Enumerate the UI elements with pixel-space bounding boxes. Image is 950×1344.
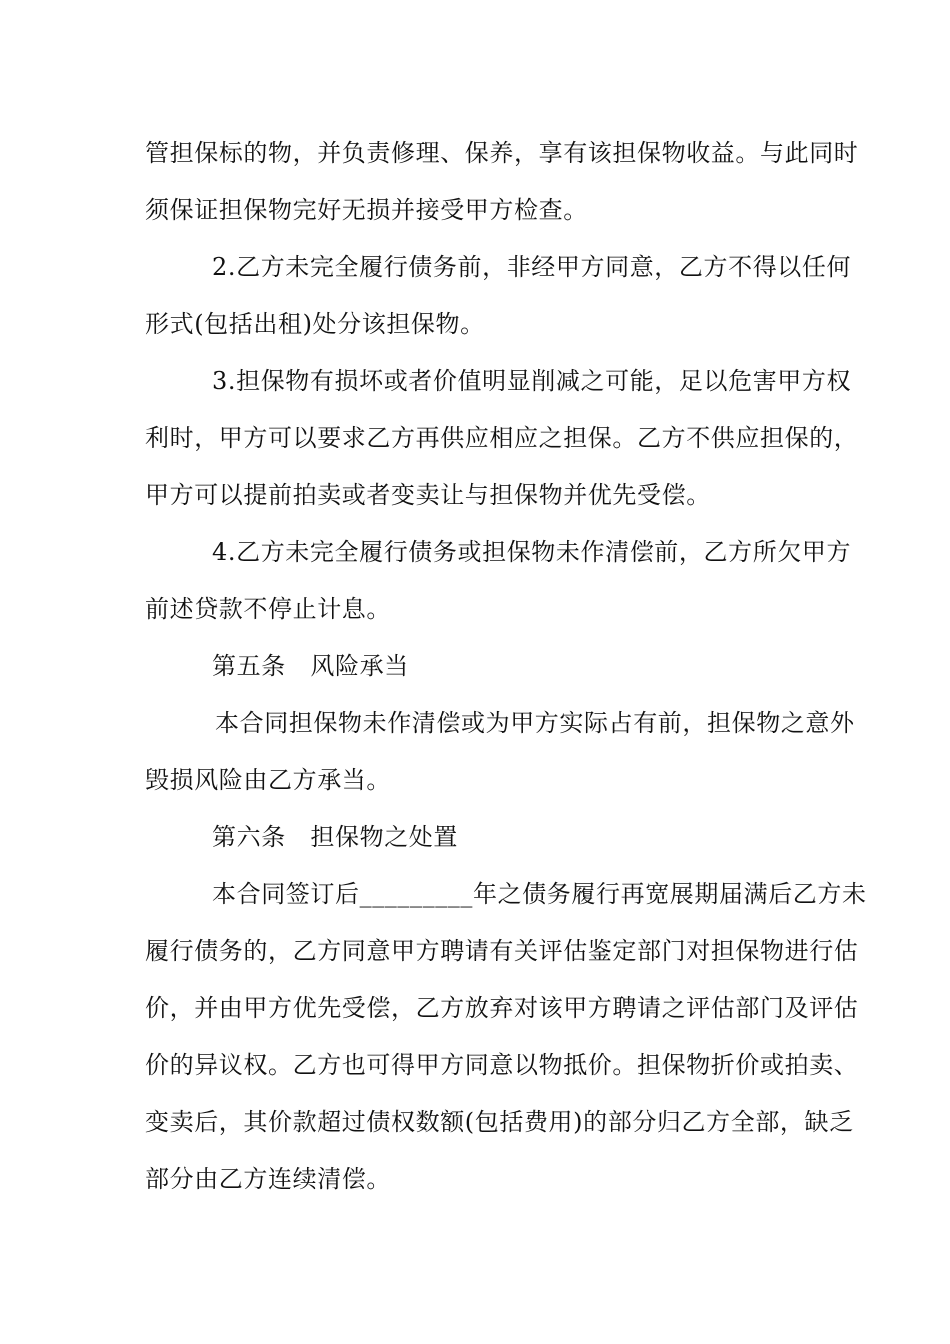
text-line: 形式(包括出租)处分该担保物。 — [145, 310, 485, 338]
text-line: 甲方可以提前拍卖或者变卖让与担保物并优先受偿。 — [145, 481, 711, 509]
text-line: 前述贷款不停止计息。 — [145, 595, 391, 623]
text-line: 变卖后，其价款超过债权数额(包括费用)的部分归乙方全部，缺乏 — [145, 1108, 854, 1136]
text-line: 本合同担保物未作清偿或为甲方实际占有前，担保物之意外 — [215, 709, 855, 737]
text-line: 履行债务的，乙方同意甲方聘请有关评估鉴定部门对担保物进行估 — [145, 937, 859, 965]
text-line: 管担保标的物，并负责修理、保养，享有该担保物收益。与此同时 — [145, 139, 859, 167]
text-line: 须保证担保物完好无损并接受甲方检查。 — [145, 196, 588, 224]
text-line: 毁损风险由乙方承当。 — [145, 766, 391, 794]
text-line: 价，并由甲方优先受偿，乙方放弃对该甲方聘请之评估部门及评估 — [145, 994, 859, 1022]
text-line: 价的异议权。乙方也可得甲方同意以物抵价。担保物折价或拍卖、 — [145, 1051, 859, 1079]
text-line: 4.乙方未完全履行债务或担保物未作清偿前，乙方所欠甲方 — [212, 538, 852, 566]
text-line: 3.担保物有损坏或者价值明显削减之可能，足以危害甲方权 — [212, 367, 852, 395]
section-heading: 第五条 风险承当 — [212, 652, 409, 680]
text-line: 部分由乙方连续清偿。 — [145, 1165, 391, 1193]
section-heading: 第六条 担保物之处置 — [212, 823, 458, 851]
text-line: 2.乙方未完全履行债务前，非经甲方同意，乙方不得以任何 — [212, 253, 852, 281]
text-line: 利时，甲方可以要求乙方再供应相应之担保。乙方不供应担保的， — [145, 424, 859, 452]
text-line: 本合同签订后_________年之债务履行再宽展期届满后乙方未 — [212, 880, 867, 908]
